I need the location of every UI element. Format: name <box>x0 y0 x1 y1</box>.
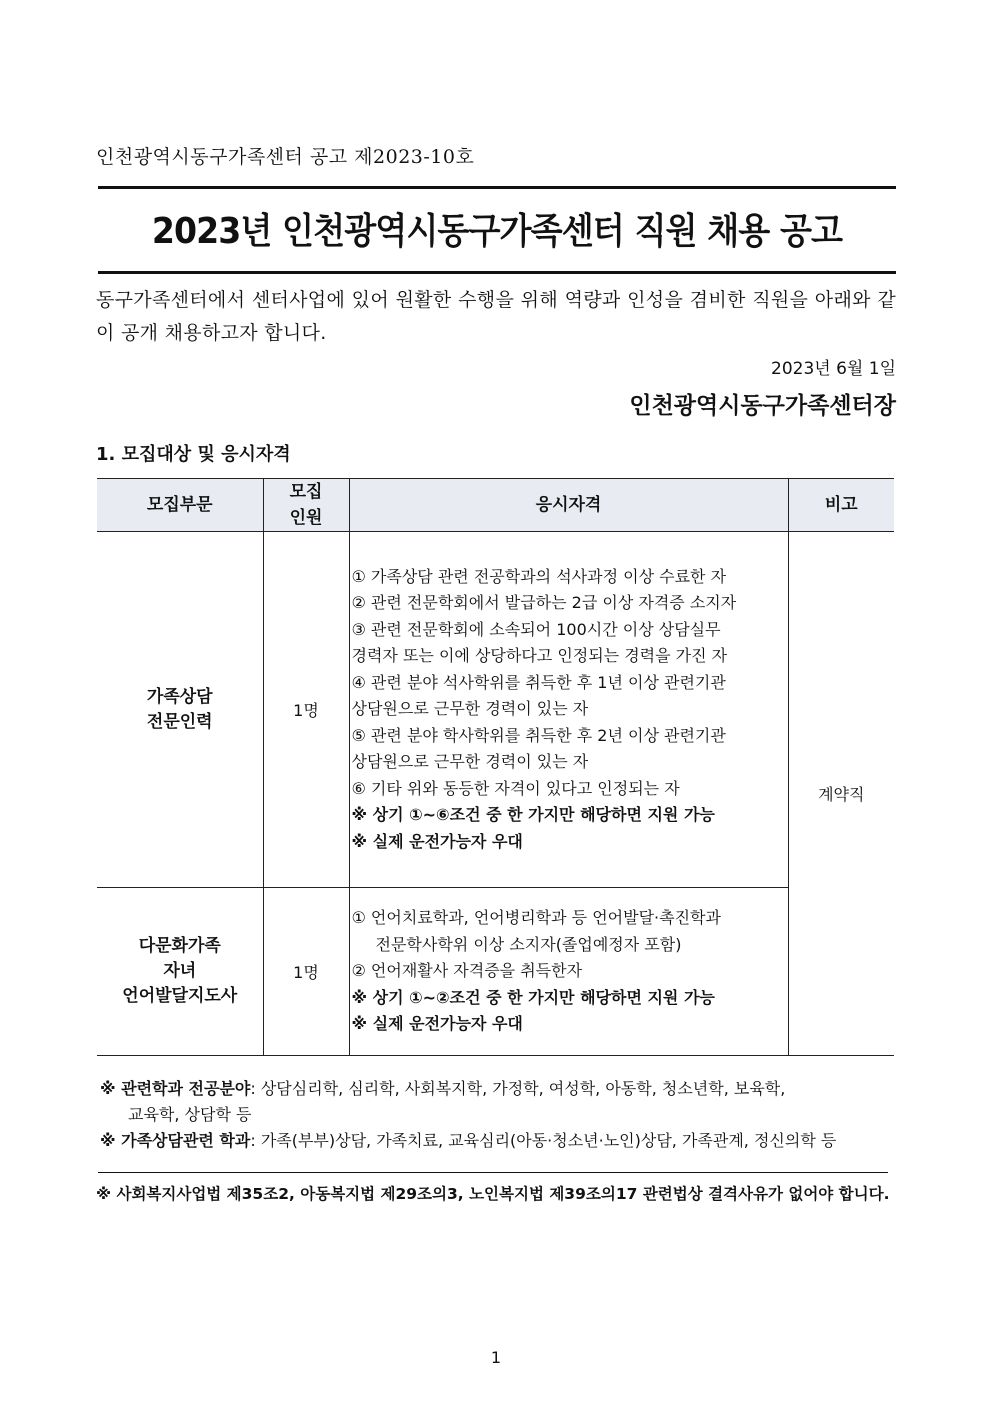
dept-line: 다문화가족 <box>138 936 221 956</box>
qualification-line: 경력자 또는 이에 상당하다고 인정되는 경력을 가진 자 <box>351 646 728 666</box>
family-counsel-note <box>100 1128 894 1154</box>
dept-cell <box>97 532 263 888</box>
header-dept: 모집부문 <box>97 479 263 532</box>
qualification-line: 상담원으로 근무한 경력이 있는 자 <box>351 752 589 772</box>
qualification-cell <box>349 888 788 1056</box>
page-title: 2023년 인천광역시동구가족센터 직원 채용 공고 <box>151 211 843 252</box>
qualification-line: ① 언어치료학과, 언어병리학과 등 언어발달·촉진학과 <box>351 908 721 928</box>
qualification-line: ④ 관련 분야 석사학위를 취득한 후 1년 이상 관련기관 <box>351 672 726 692</box>
qualification-line: 전문학사학위 이상 소지자(졸업예정자 포함) <box>375 934 682 954</box>
qualification-line: 상담원으로 근무한 경력이 있는 자 <box>351 699 589 719</box>
notice-date: 2023년 6월 1일 <box>771 359 896 379</box>
condition-line: ※ 상기 ①~⑥조건 중 한 가지만 해당하면 지원 가능 <box>351 805 715 825</box>
qualification-cell <box>349 532 788 888</box>
note-cell: 계약직 <box>788 532 894 1056</box>
intro-paragraph: 동구가족센터에서 센터사업에 있어 원활한 수행을 위해 역량과 인성을 겸비한 직원을 아래와 같이 공개 채용하고자 합니다. <box>96 289 896 344</box>
title-top-rule <box>98 186 896 189</box>
qualification-line: ⑤ 관련 분야 학사학위를 취득한 후 2년 이상 관련기관 <box>351 725 726 745</box>
family-counsel-label: ※ 가족상담관련 학과 <box>100 1131 251 1150</box>
header-count-line2: 인원 <box>289 508 323 528</box>
qualification-line: ⑥ 기타 위와 동등한 자격이 있다고 인정되는 자 <box>351 778 680 798</box>
related-majors-value: : 상담심리학, 심리학, 사회복지학, 가정학, 여성학, 아동학, 청소년학, 보육학, <box>250 1079 786 1098</box>
condition-line: ※ 상기 ①~②조건 중 한 가지만 해당하면 지원 가능 <box>351 987 715 1007</box>
page-number: 1 <box>490 1348 502 1367</box>
related-majors-note <box>100 1076 894 1128</box>
count-cell: 1명 <box>263 888 349 1056</box>
title-bottom-rule <box>98 271 896 274</box>
dept-line: 가족상담 <box>146 686 213 707</box>
header-qualification: 응시자격 <box>349 479 788 532</box>
dept-line: 언어발달지도사 <box>122 986 238 1006</box>
recruitment-table <box>97 478 894 1056</box>
dept-cell <box>97 888 263 1056</box>
dept-line: 자녀 <box>163 961 197 981</box>
qualification-line: ③ 관련 전문학회에 소속되어 100시간 이상 상담실무 <box>351 619 721 639</box>
section-heading: 1. 모집대상 및 응시자격 <box>96 444 291 465</box>
qualification-line: ② 관련 전문학회에서 발급하는 2급 이상 자격증 소지자 <box>351 593 737 613</box>
dept-line: 전문인력 <box>146 711 213 732</box>
header-count <box>263 479 349 532</box>
signer: 인천광역시동구가족센터장 <box>629 393 896 419</box>
legal-notice: ※ 사회복지사업법 제35조2, 아동복지법 제29조의3, 노인복지법 제39조의17 관련법상 결격사유가 없어야 합니다. <box>96 1185 890 1203</box>
table-header-row <box>97 479 894 532</box>
table-row <box>97 532 894 888</box>
header-note: 비고 <box>788 479 894 532</box>
related-majors-continuation: 교육학, 상담학 등 <box>128 1105 252 1124</box>
condition-line: ※ 실제 운전가능자 우대 <box>351 831 523 851</box>
notes-divider <box>98 1172 888 1173</box>
related-majors-label: ※ 관련학과 전공분야 <box>100 1079 251 1098</box>
header-count-line1: 모집 <box>289 482 323 502</box>
family-counsel-value: : 가족(부부)상담, 가족치료, 교육심리(아동·청소년·노인)상담, 가족관계, 정신의학 등 <box>250 1131 837 1150</box>
notice-number: 인천광역시동구가족센터 공고 제2023-10호 <box>96 146 475 168</box>
qualification-line: ② 언어재활사 자격증을 취득한자 <box>351 961 583 981</box>
count-cell: 1명 <box>263 532 349 888</box>
condition-line: ※ 실제 운전가능자 우대 <box>351 1014 523 1034</box>
qualification-line: ① 가족상담 관련 전공학과의 석사과정 이상 수료한 자 <box>351 566 727 586</box>
table-row <box>97 888 894 1056</box>
